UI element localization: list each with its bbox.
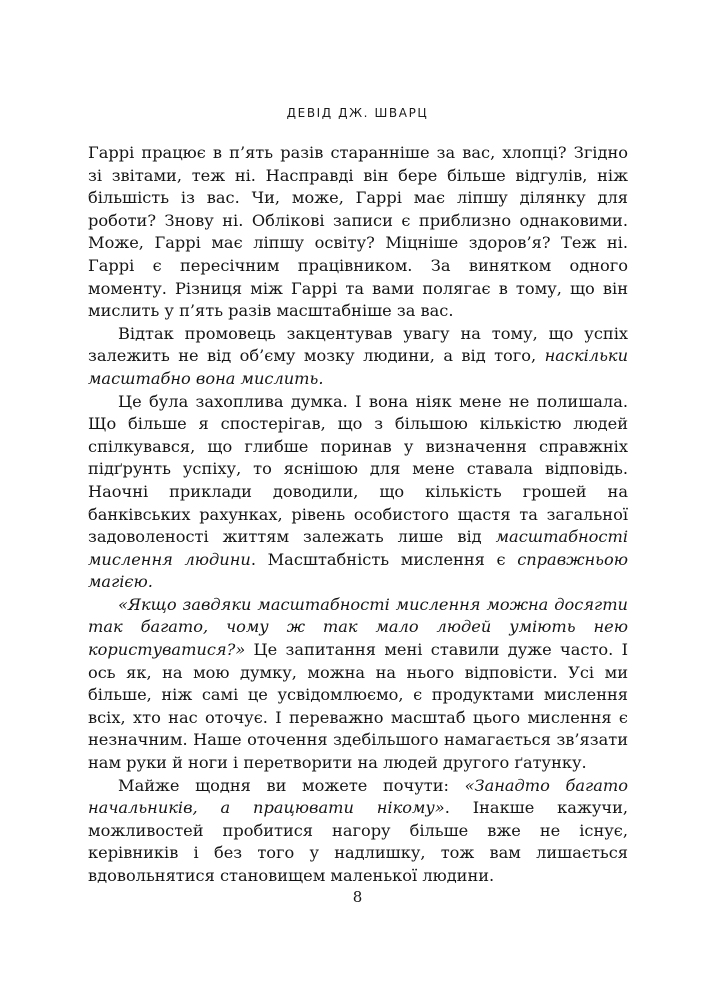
paragraph-segment-italic: наскільки масштабно вона мислить. — [88, 346, 628, 388]
paragraph — [88, 391, 628, 594]
paragraph-segment: Відтак промовець закцентував увагу на тому, що успіх залежить не від об’єму мозку людини, а від того, — [88, 323, 628, 366]
paragraph — [88, 323, 628, 391]
paragraph-segment-italic: «Занадто багато начальників, а працювати нікому» — [88, 775, 628, 818]
paragraph-segment: Майже щодня ви можете почути: — [118, 775, 465, 795]
body-paragraphs — [88, 142, 628, 888]
paragraph-segment: . Масштабність мислення є — [250, 549, 518, 569]
paragraph-segment-italic: «Якщо завдяки масштабності мислення можна досягти так багато, чому ж так мало людей уміють нею користуватися?» — [88, 594, 628, 660]
paragraph — [88, 775, 628, 888]
paragraph-segment: Гаррі працює в п’ять разів старанніше за вас, хлопці? Згідно зі звітами, теж ні. Насправді він бере більше відгулів, ніж більшість із вас. Чи, може, Гаррі має ліпшу ділянку для роботи? Знову ні. Облікові записи є приблизно однаковими. Може, Гаррі має ліпшу освіту? Міцніше здоров’я? Теж ні. Гаррі є пересічним працівником. За винятком одного моменту. Різниця між Гаррі та вами полягає в тому, що він мислить у п’ять разів масштабніше за вас. — [88, 143, 628, 321]
paragraph — [88, 594, 628, 775]
paragraph-segment: . Інакше кажучи, можливостей пробитися нагору більше вже не існує, керівників і без того у надлишку, тож вам лишається вдовольнятися становищем маленької людини. — [88, 798, 628, 885]
page-number: 8 — [352, 888, 363, 906]
running-header: ДЕВІД ДЖ. ШВАРЦ — [286, 106, 429, 120]
paragraph-segment: Це запитання мені ставили дуже часто. І ось як, на мою думку, можна на нього відповісти. Усі ми більше, ніж самі це усвідомлюємо, є продуктами мислення всіх, хто нас оточує. І переважно масштаб цього мислення є незначним. Наше оточення здебільшого намагається зв’язати нам руки й ноги і перетворити на людей другого ґатунку. — [88, 640, 628, 773]
paragraph — [88, 142, 628, 323]
paragraph-segment: Це була захоплива думка. І вона ніяк мене не полишала. Що більше я спостерігав, що з більшою кількістю людей спілкувався, що глибше поринав у визначення справжніх підґрунть успіху, то яснішою для мене ставала відповідь. Наочні приклади доводили, що кількість грошей на банківських рахунках, рівень особистого щастя та загальної задоволеності життям залежать лише від — [88, 391, 628, 547]
paragraph-segment-italic: справжньою магією. — [88, 549, 628, 592]
paragraph-segment-italic: масштабності мислення людини — [88, 527, 628, 569]
